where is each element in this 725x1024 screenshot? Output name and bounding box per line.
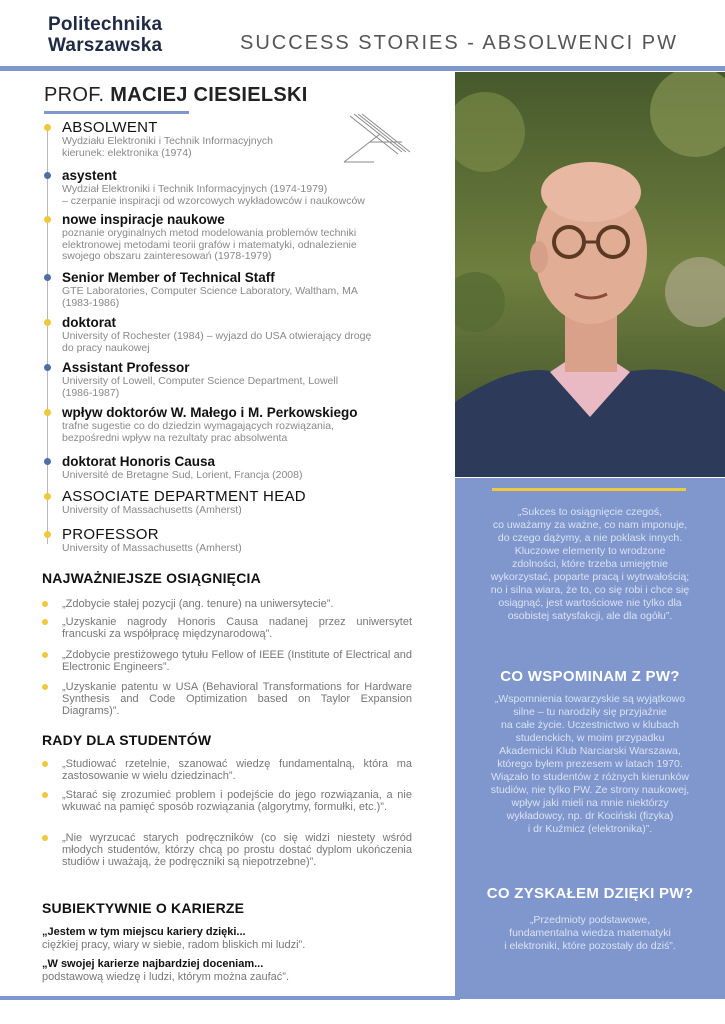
timeline-item [44, 168, 414, 207]
portrait-image [455, 72, 725, 477]
career-heading: SUBIEKTYWNIE O KARIERZE [42, 900, 245, 916]
timeline-dot [44, 274, 51, 281]
gains-heading: CO ZYSKAŁEM DZIĘKI PW? [486, 885, 694, 902]
gains-text: „Przedmioty podstawowe, fundamentalna wiedza matematyki i elektroniki, które pozostały do dziś”. [504, 914, 676, 952]
advice-text: „Starać się zrozumieć problem i podejście do jego rozwiązania, a nie wkuwać na pamięć sposób rozwiązania (algorytmy, formułki, etc.)”. [62, 789, 412, 813]
bullet-dot [42, 652, 48, 658]
bullet-dot [42, 684, 48, 690]
achievements-heading: NAJWAŻNIEJSZE OSIĄGNIĘCIA [42, 570, 261, 586]
achievement-item [62, 681, 412, 717]
logo-line-2: Warszawska [48, 35, 163, 56]
timeline-title: ASSOCIATE DEPARTMENT HEAD [62, 488, 306, 505]
bullet-dot [42, 619, 48, 625]
timeline-desc: Wydziału Elektroniki i Technik Informacyjnych kierunek: elektronika (1974) [62, 135, 273, 159]
bottom-divider [0, 996, 460, 1000]
bullet-dot [42, 601, 48, 607]
timeline-dot [44, 172, 51, 179]
career-quote-1 [42, 926, 422, 952]
achievement-text: „Uzyskanie nagrody Honoris Causa nadanej przez uniwersytet francuski za współpracę międzynarodową”. [62, 616, 412, 640]
quote-panel [455, 478, 725, 999]
achievement-text: „Zdobycie prestiżowego tytułu Fellow of IEEE (Institute of Electrical and Electronic Engineers”. [62, 649, 412, 673]
profile-name [44, 84, 308, 107]
timeline-title: ABSOLWENT [62, 119, 158, 136]
bullet-dot [42, 792, 48, 798]
achievement-text: „Zdobycie stałej pozycji (ang. tenure) na uniwersytecie”. [62, 598, 334, 610]
timeline-item [44, 212, 414, 263]
profile-prefix: PROF. [44, 84, 105, 106]
advice-heading: RADY DLA STUDENTÓW [42, 732, 212, 748]
timeline-item [44, 405, 414, 444]
timeline-dot [44, 364, 51, 371]
timeline-desc: trafne sugestie co do dziedzin wymagających rozwiązania, bezpośredni wpływ na rezultaty prac absolwenta [62, 420, 334, 444]
timeline-desc: GTE Laboratories, Computer Science Laboratory, Waltham, MA (1983-1986) [62, 285, 358, 309]
timeline-dot [44, 531, 51, 538]
timeline-item [44, 120, 414, 159]
timeline-dot [44, 493, 51, 500]
achievement-item [62, 616, 412, 640]
career-quote-2 [42, 958, 422, 984]
timeline-item [44, 527, 414, 555]
timeline-dot [44, 216, 51, 223]
achievement-text: „Uzyskanie patentu w USA (Behavioral Transformations for Hardware Synthesis and Code Optimization based on Taylor Expansion Diagrams)”. [62, 681, 412, 717]
profile-fullname: MACIEJ CIESIELSKI [110, 84, 308, 106]
timeline-item [44, 489, 414, 517]
career-question: „Jestem w tym miejscu kariery dzięki... [42, 926, 246, 938]
timeline-title: Senior Member of Technical Staff [62, 270, 275, 285]
logo-line-1: Politechnika [48, 14, 163, 35]
timeline-desc: poznanie oryginalnych metod modelowania problemów techniki elektronowej metodami teorii grafów i matematyki, odnalezienie swojego obszaru zainteresowań (1978-1979) [62, 227, 357, 262]
timeline-desc: Wydział Elektroniki i Technik Informacyjnych (1974-1979) – czerpanie inspiracji od wzorcowych wykładowców i naukowców [62, 183, 365, 207]
timeline-dot [44, 409, 51, 416]
timeline-title: PROFESSOR [62, 526, 159, 543]
bullet-dot [42, 761, 48, 767]
career-answer: podstawową wiedzę i ludzi, którym można zaufać”. [42, 971, 289, 983]
top-divider [0, 66, 725, 71]
timeline-title: doktorat Honoris Causa [62, 454, 216, 469]
timeline-desc: University of Massachusetts (Amherst) [62, 542, 242, 554]
timeline-desc: Université de Bretagne Sud, Lorient, Francja (2008) [62, 469, 303, 481]
career-answer: ciężkiej pracy, wiary w siebie, radom bliskich mi ludzi”. [42, 939, 306, 951]
bullet-dot [42, 835, 48, 841]
success-quote: „Sukces to osiągnięcie czegoś, co uważamy za ważne, co nam imponuje, do czego dążymy, a nie poklask innych. Kluczowe elementy to wrodzone zdolności, które trzeba umiejętnie wykorzystać, poparte pracą i wytrwałością; no i silna wiara, że to, co się robi i chce się osiągnąć, jest wartościowe nie tylko dla osobistej satysfakcji, ale dla ogółu”. [490, 506, 690, 622]
portrait-photo [455, 72, 725, 477]
memories-text: „Wspomnienia towarzyskie są wyjątkowo silne – tu narodziły się przyjaźnie na całe życie. Uczestnictwo w klubach studenckich, w moim przypadku Akademicki Klub Narciarski Warszawa, którego byłem prezesem w latach 1970. Wiązało to studentów z różnych kierunków studiów, nie tylko PW. Ze strony naukowej, wpływ jaki mieli na mnie niektórzy wykładowcy, np. dr Kociński (fizyka) i dr Kuźmicz (elektronika)”. [490, 693, 690, 835]
timeline-title: Assistant Professor [62, 360, 190, 375]
timeline-desc: University of Rochester (1984) – wyjazd do USA otwierający drogę do pracy naukowej [62, 330, 372, 354]
memories-heading: CO WSPOMINAM Z PW? [500, 668, 680, 685]
timeline-title: asystent [62, 168, 117, 183]
timeline-item [44, 454, 414, 482]
timeline-dot [44, 458, 51, 465]
timeline-dot [44, 319, 51, 326]
advice-item [62, 758, 412, 782]
timeline-item [44, 270, 414, 309]
achievement-item [62, 649, 412, 673]
advice-text: „Nie wyrzucać starych podręczników (co się widzi niestety wśród młodych studentów, którzy chcą po prostu dostać dyplom ukończenia studiów i uważają, że podręczniki są niepotrzebne)”. [62, 832, 412, 868]
timeline-title: nowe inspiracje naukowe [62, 212, 225, 227]
timeline-item [44, 315, 414, 354]
timeline-title: doktorat [62, 315, 116, 330]
advice-text: „Studiować rzetelnie, szanować wiedzę fundamentalną, która ma zastosowanie w wielu dziedzinach”. [62, 758, 412, 782]
page-header-title: SUCCESS STORIES - ABSOLWENCI PW [240, 32, 678, 54]
achievement-item [62, 598, 412, 610]
timeline-dot [44, 124, 51, 131]
timeline-desc: University of Massachusetts (Amherst) [62, 504, 242, 516]
timeline-desc: University of Lowell, Computer Science Department, Lowell (1986-1987) [62, 375, 339, 399]
panel-divider [492, 488, 686, 491]
timeline-title: wpływ doktorów W. Małego i M. Perkowskiego [62, 405, 358, 420]
name-underline [44, 111, 189, 114]
career-question: „W swojej karierze najbardziej doceniam... [42, 958, 264, 970]
advice-item [62, 789, 412, 813]
timeline-item [44, 360, 414, 399]
advice-item [62, 832, 412, 868]
university-logo [48, 14, 162, 56]
